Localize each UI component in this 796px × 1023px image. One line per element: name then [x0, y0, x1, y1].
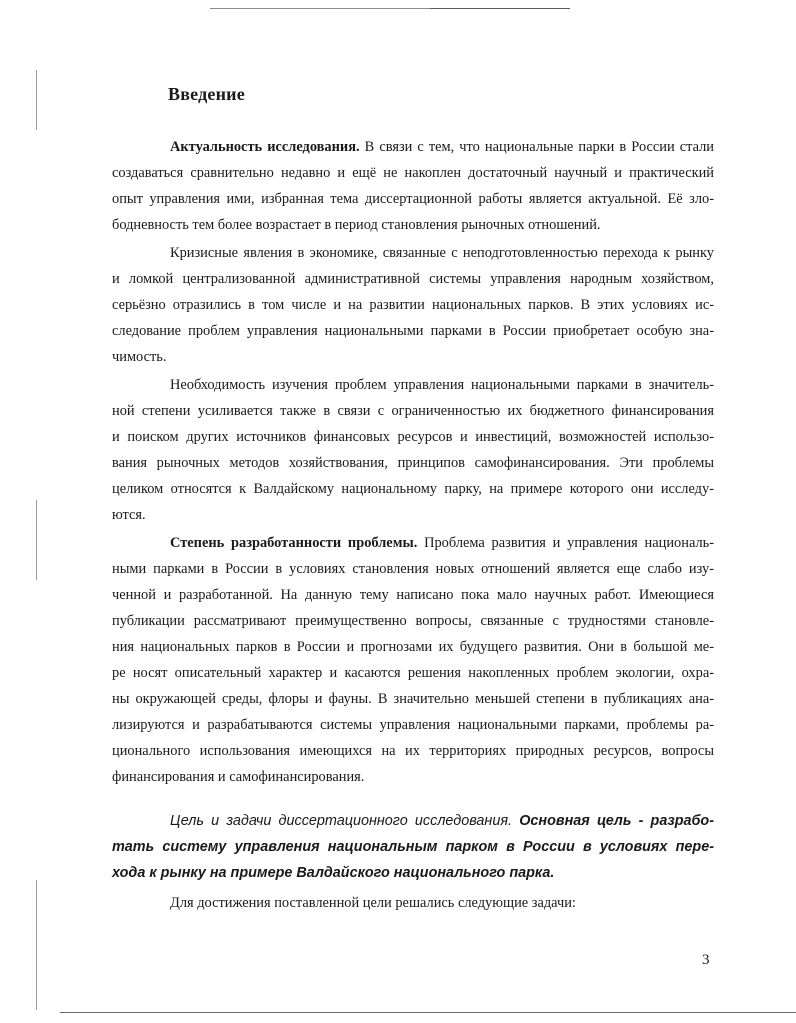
- section-heading: Введение: [168, 84, 245, 104]
- paragraph-line: [170, 534, 714, 552]
- line-text: В связи с тем, что национальные парки в России стали: [359, 139, 714, 155]
- paragraph-line: [170, 138, 714, 156]
- goal-text: хода к рынку на примере Валдайского национального парка.: [112, 865, 555, 881]
- paragraph-line: Кризисные явления в экономике, связанные с неподготовленностью перехода к рынку: [170, 245, 714, 261]
- lead-phrase: Цель и задачи диссертационного исследования.: [170, 813, 513, 829]
- paragraph-line: и поиском других источников финансовых ресурсов и инвестиций, возможностей использо-: [112, 429, 714, 445]
- paragraph-line: создаваться сравнительно недавно и ещё не накоплен достаточный научный и практический: [112, 165, 714, 181]
- lead-phrase: Актуальность исследования.: [170, 139, 360, 155]
- paragraph-line: опыт управления ими, избранная тема диссертационной работы является актуальной. Её зло-: [112, 191, 714, 207]
- paragraph-line: чимость.: [112, 349, 167, 365]
- paragraph-line: следование проблем управления национальными парками в России приобретает особую зна-: [112, 323, 714, 339]
- page-number: 3: [702, 952, 710, 968]
- paragraph-line: ными парками в России в условиях становления новых отношений является еще слабо изу-: [112, 561, 714, 577]
- line-text: Проблема развития и управления националь-: [417, 535, 714, 551]
- paragraph-line: финансирования и самофинансирования.: [112, 769, 365, 785]
- paragraph-line: публикации рассматривают преимущественно вопросы, связанные с трудностями становле-: [112, 613, 714, 629]
- scan-left-edge-mark: [36, 70, 37, 130]
- paragraph-line: ционального использования имеющихся на их территориях природных ресурсов, вопросы: [112, 743, 714, 759]
- scan-left-edge-mark: [36, 500, 37, 580]
- paragraph-line: Для достижения поставленной цели решались следующие задачи:: [170, 895, 576, 911]
- paragraph-line: [170, 812, 714, 830]
- goal-text: тать систему управления национальным парком в России в условиях пере-: [112, 839, 714, 855]
- paragraph-line: [112, 838, 714, 856]
- paragraph-line: ния национальных парков в России и прогнозами их будущего развития. Они в большой ме-: [112, 639, 714, 655]
- paragraph-line: лизируются и разрабатываются системы управления национальными парками, проблемы ра-: [112, 717, 714, 733]
- scan-top-rule-dark: [430, 8, 570, 9]
- paragraph-line: целиком относятся к Валдайскому национальному парку, на примере которого они исследу-: [112, 481, 714, 497]
- paragraph-line: бодневность тем более возрастает в период становления рыночных отношений.: [112, 217, 601, 233]
- paragraph-line: ре носят описательный характер и касаются решения накопленных проблем экологии, охра-: [112, 665, 714, 681]
- goal-text: Основная цель - разрабо-: [512, 813, 714, 829]
- scan-left-edge-mark: [36, 880, 37, 1010]
- paragraph-line: [112, 864, 714, 882]
- paragraph-line: Необходимость изучения проблем управления национальными парками в значитель-: [170, 377, 714, 393]
- paragraph-line: серьёзно отразились в том числе и на развитии национальных парков. В этих условиях ис-: [112, 297, 714, 313]
- paragraph-line: ны окружающей среды, флоры и фауны. В значительно меньшей степени в публикациях ана-: [112, 691, 714, 707]
- scan-bottom-rule: [60, 1012, 796, 1013]
- lead-phrase: Степень разработанности проблемы.: [170, 535, 418, 551]
- paragraph-line: вания рыночных методов хозяйствования, принципов самофинансирования. Эти проблемы: [112, 455, 714, 471]
- paragraph-line: и ломкой централизованной административной системы управления народным хозяйством,: [112, 271, 714, 287]
- paragraph-line: ной степени усиливается также в связи с ограниченностью их бюджетного финансирования: [112, 403, 714, 419]
- paragraph-line: ченной и разработанной. На данную тему написано пока мало научных работ. Имеющиеся: [112, 587, 714, 603]
- paragraph-line: ются.: [112, 507, 146, 523]
